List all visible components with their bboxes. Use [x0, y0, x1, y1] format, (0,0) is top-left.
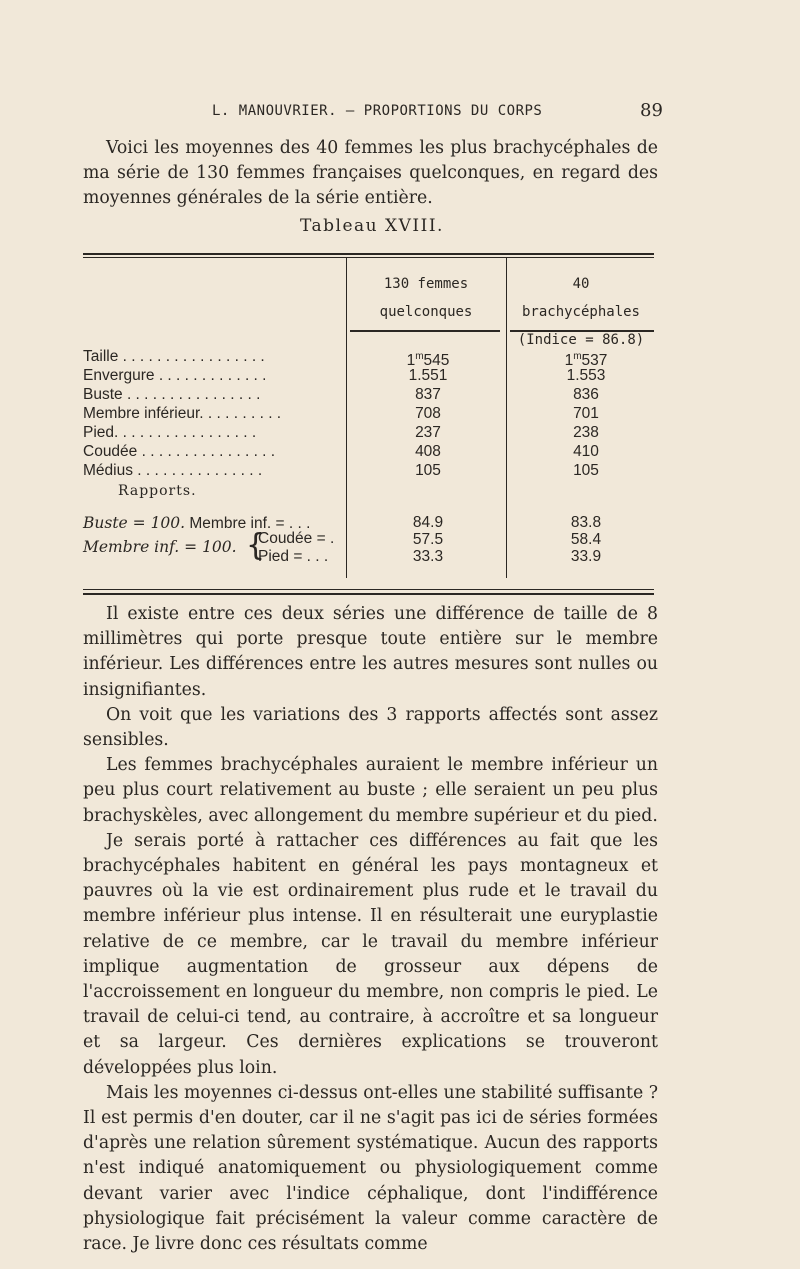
ratio-membre-brachy: 83.8: [570, 514, 602, 531]
page-number: 89: [640, 100, 663, 121]
ratio-coudee-all: 57.5: [412, 531, 444, 548]
row-label-membre-inferieur: Membre inférieur. . . . . . . . . .: [83, 405, 282, 422]
intro-paragraph: [83, 136, 658, 211]
ratio-pied-brachy: 33.9: [570, 548, 602, 565]
cell-medius-all: 105: [415, 462, 441, 479]
column-header-1-rule: [350, 330, 500, 332]
body-text: [83, 602, 658, 1257]
row-label-pied: Pied. . . . . . . . . . . . . . . . .: [83, 424, 257, 441]
column-header-2-rule: [510, 330, 654, 332]
column-divider-1: [346, 258, 347, 578]
column-header-2-line2: (Indice = 86.8): [517, 332, 645, 348]
brace-symbol: {: [246, 528, 266, 563]
ratio-label-pied: Pied = . . .: [258, 548, 329, 565]
ratio-buste-base: Buste = 100.: [83, 514, 186, 532]
ratio-label-membre: [83, 538, 237, 557]
cell-envergure-all: 1.551: [408, 367, 448, 384]
cell-buste-all: 837: [415, 386, 441, 403]
cell-medius-brachy: 105: [573, 462, 599, 479]
cell-coudee-all: 408: [415, 443, 441, 460]
row-label-taille: Taille . . . . . . . . . . . . . . . . .: [83, 348, 265, 365]
paragraph-2: On voit que les variations des 3 rapports affectés sont assez sensibles.: [83, 704, 658, 751]
row-label-medius: Médius . . . . . . . . . . . . . . .: [83, 462, 263, 479]
cell-buste-brachy: 836: [573, 386, 599, 403]
column-header-2: [510, 270, 652, 354]
table-bottom-rule: [83, 589, 654, 590]
column-header-1: [350, 270, 502, 326]
rapports-heading: Rapports.: [118, 483, 197, 499]
table-top-rule: [83, 253, 654, 255]
row-label-buste: Buste . . . . . . . . . . . . . . . .: [83, 386, 261, 403]
cell-pied-all: 237: [415, 424, 441, 441]
ratio-pied-all: 33.3: [412, 548, 444, 565]
ratio-label-coudee: Coudée = .: [258, 530, 335, 547]
paragraph-3: Les femmes brachycéphales auraient le membre inférieur un peu plus court relativement au buste ; elle seraient un peu plus brachyskèles, avec allongement du membre supérieur et du pied.: [83, 755, 658, 826]
running-head: L. MANOUVRIER. — PROPORTIONS DU CORPS: [212, 103, 543, 119]
column-divider-2: [506, 258, 507, 578]
table-top-rule-2: [83, 257, 654, 258]
intro-text: Voici les moyennes des 40 femmes les plus brachycéphales de ma série de 130 femmes françaises quelconques, en regard des moyennes générales de la série entière.: [83, 138, 658, 208]
ratio-membre-base: Membre inf. = 100.: [83, 538, 237, 556]
table-bottom-rule-2: [83, 593, 654, 595]
paragraph-5: Mais les moyennes ci-dessus ont-elles une stabilité suffisante ? Il est permis d'en douter, car il ne s'agit pas ici de séries formées d'après une relation sûrement systématique. Aucun des rapports n'est indiqué anatomiquement ou physiologiquement comme devant varier avec l'indice céphalique, dont l'indifférence physiologique fait précisément la valeur comme caractère de race. Je livre donc ces résultats comme: [83, 1082, 658, 1255]
ratio-coudee-brachy: 58.4: [570, 531, 602, 548]
cell-taille-all: 1$^m$545: [406, 351, 450, 370]
paragraph-1: Il existe entre ces deux séries une différence de taille de 8 millimètres qui porte presque toute entière sur le membre inférieur. Les différences entre les autres mesures sont nulles ou insignifiantes.: [83, 604, 658, 700]
cell-pied-brachy: 238: [573, 424, 599, 441]
column-header-2-line1: 40 brachycéphales: [521, 276, 640, 320]
column-header-1-line2: quelconques: [379, 304, 473, 320]
column-header-1-line1: 130 femmes: [383, 276, 469, 292]
ratio-membre-all: 84.9: [412, 514, 444, 531]
paragraph-4: Je serais porté à rattacher ces différences au fait que les brachycéphales habitent en général les pays montagneux et pauvres où la vie est ordinairement plus rude et le travail du membre inférieur plus intense. Il en résulterait une euryplastie relative de ce membre, car le travail du membre inférieur implique augmentation de grosseur aux dépens de l'accroissement en longueur du membre, non compris le pied. Le travail de celui-ci tend, au contraire, à accroître et sa longueur et sa largeur. Ces dernières explications se trouveront développées plus loin.: [83, 830, 658, 1078]
table-title: Tableau XVIII.: [300, 216, 444, 236]
row-label-envergure: Envergure . . . . . . . . . . . . .: [83, 367, 267, 384]
cell-taille-brachy: 1$^m$537: [564, 351, 608, 370]
cell-envergure-brachy: 1.553: [566, 367, 606, 384]
ratio-buste-membre: Membre inf. = . . .: [185, 515, 311, 532]
cell-membre-brachy: 701: [573, 405, 599, 422]
row-label-coudee: Coudée . . . . . . . . . . . . . . . .: [83, 443, 276, 460]
cell-coudee-brachy: 410: [573, 443, 599, 460]
cell-membre-all: 708: [415, 405, 441, 422]
